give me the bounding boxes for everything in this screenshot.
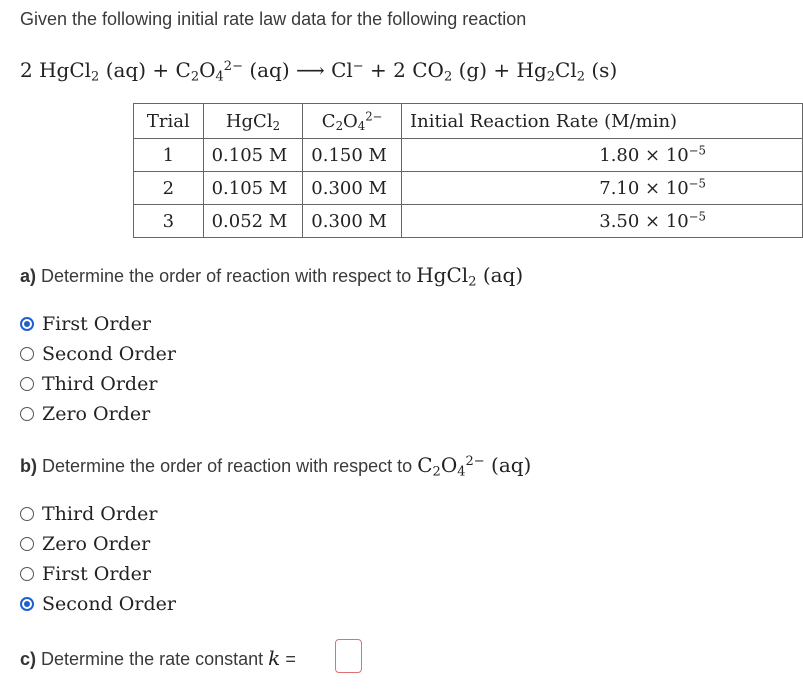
table-row <box>134 205 803 238</box>
rate-base: 7.10 × 10 <box>599 177 689 199</box>
option-label: Zero Order <box>42 533 151 555</box>
subscript: 4 <box>357 118 366 133</box>
question-a <box>20 263 524 290</box>
coef: 2 <box>20 58 33 82</box>
species: Hg <box>516 58 547 82</box>
state: (g) <box>458 58 488 82</box>
option-b-3[interactable] <box>20 563 151 585</box>
question-text: Determine the order of reaction with respect to <box>41 266 412 286</box>
charge: 2− <box>465 453 485 469</box>
rate-exponent: −5 <box>688 176 706 191</box>
radio-icon[interactable] <box>20 407 34 421</box>
species: O <box>440 453 458 477</box>
state: (aq) <box>105 58 147 82</box>
question-b <box>20 453 532 480</box>
option-b-2[interactable] <box>20 533 150 555</box>
cell-hgcl2: 0.052 M <box>203 205 303 238</box>
cell-rate <box>402 205 803 238</box>
subscript: 2 <box>91 69 100 85</box>
subscript: 2 <box>335 118 344 133</box>
plus: + <box>152 58 170 82</box>
species: Cl <box>555 58 577 82</box>
subscript: 2 <box>443 69 453 85</box>
cell-trial: 1 <box>134 139 204 172</box>
species: HgCl <box>416 263 469 287</box>
rate-base: 3.50 × 10 <box>599 210 689 232</box>
state: (aq) <box>482 263 524 287</box>
state: (s) <box>591 58 618 82</box>
table-header-row <box>134 104 803 139</box>
cell-trial: 2 <box>134 172 204 205</box>
subscript: 2 <box>468 274 477 290</box>
radio-icon[interactable] <box>20 507 34 521</box>
cell-oxalate: 0.150 M <box>303 139 402 172</box>
rate-constant-symbol: k <box>268 646 281 670</box>
option-label: Second Order <box>42 593 176 615</box>
subscript: 2 <box>432 464 441 480</box>
header-rate: Initial Reaction Rate (M/min) <box>402 104 803 139</box>
rate-exponent: −5 <box>688 143 706 158</box>
option-a-3[interactable] <box>20 373 157 395</box>
question-label: c) <box>20 649 37 669</box>
reaction-arrow: ⟶ <box>296 58 325 82</box>
option-b-1[interactable] <box>20 503 157 525</box>
question-label: b) <box>20 456 37 476</box>
species: O <box>199 58 216 82</box>
species: C <box>417 453 433 477</box>
option-label: Second Order <box>42 343 176 365</box>
header-text: HgCl <box>225 110 273 132</box>
radio-icon[interactable] <box>20 567 34 581</box>
option-a-2[interactable] <box>20 343 176 365</box>
radio-icon[interactable] <box>20 537 34 551</box>
radio-icon[interactable] <box>20 377 34 391</box>
radio-selected-icon[interactable] <box>20 597 34 611</box>
option-label: Third Order <box>42 373 158 395</box>
species: Cl <box>331 58 353 82</box>
table-row <box>134 172 803 205</box>
question-label: a) <box>20 266 37 286</box>
equals-sign: = <box>285 649 296 669</box>
header-hgcl2 <box>203 104 303 139</box>
cell-trial: 3 <box>134 205 204 238</box>
option-label: First Order <box>42 563 151 585</box>
charge: − <box>352 58 364 74</box>
question-text: Determine the order of reaction with respect to <box>42 456 413 476</box>
species: C <box>175 58 191 82</box>
state: (aq) <box>491 453 532 477</box>
rate-base: 1.80 × 10 <box>599 144 689 166</box>
cell-hgcl2: 0.105 M <box>203 139 303 172</box>
cell-rate <box>402 139 803 172</box>
header-text: O <box>343 110 358 132</box>
question-text: Determine the rate constant <box>41 649 264 669</box>
subscript: 2 <box>576 69 586 85</box>
rate-constant-answer-input[interactable] <box>335 639 362 673</box>
rate-exponent: −5 <box>688 209 706 224</box>
species: CO <box>412 58 444 82</box>
subscript: 4 <box>457 464 466 480</box>
option-label: First Order <box>42 313 151 335</box>
subscript: 2 <box>546 69 556 85</box>
subscript: 2 <box>272 118 281 133</box>
header-text: C <box>321 110 336 132</box>
cell-rate <box>402 172 803 205</box>
option-a-4[interactable] <box>20 403 150 425</box>
radio-selected-icon[interactable] <box>20 317 34 331</box>
plus: + <box>493 58 511 82</box>
intro-text: Given the following initial rate law data for the following reaction <box>20 9 527 29</box>
header-oxalate <box>303 104 402 139</box>
rate-data-table <box>133 103 803 238</box>
cell-oxalate: 0.300 M <box>303 172 402 205</box>
reaction-equation <box>20 58 618 85</box>
subscript: 4 <box>215 69 224 85</box>
subscript: 2 <box>190 69 200 85</box>
option-b-4[interactable] <box>20 593 176 615</box>
option-label: Zero Order <box>42 403 151 425</box>
coef: 2 <box>393 58 406 82</box>
radio-icon[interactable] <box>20 347 34 361</box>
option-label: Third Order <box>42 503 158 525</box>
cell-oxalate: 0.300 M <box>303 205 402 238</box>
species: HgCl <box>39 58 92 82</box>
question-c <box>20 646 296 670</box>
charge: 2− <box>365 109 383 124</box>
charge: 2− <box>223 58 243 74</box>
cell-hgcl2: 0.105 M <box>203 172 303 205</box>
plus: + <box>370 58 387 82</box>
header-trial: Trial <box>134 104 204 139</box>
state: (aq) <box>249 58 290 82</box>
table-row <box>134 139 803 172</box>
option-a-1[interactable] <box>20 313 151 335</box>
